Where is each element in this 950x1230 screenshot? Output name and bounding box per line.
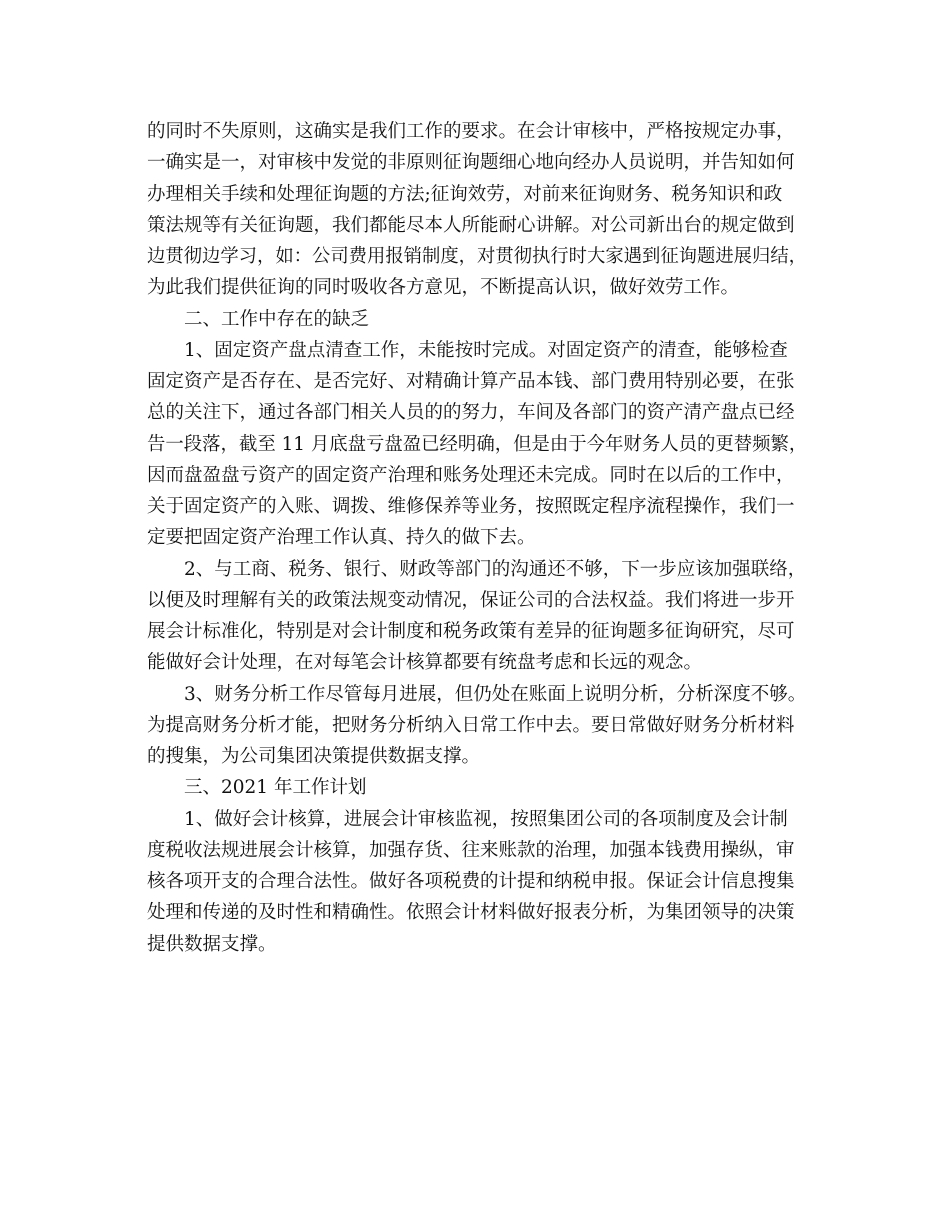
text-line: 3、财务分析工作尽管每月进展，但仍处在账面上说明分析，分析深度不够。: [184, 683, 807, 705]
text-line: 固定资产是否存在、是否完好、对精确计算产品本钱、部门费用特别必要，在张: [147, 371, 795, 392]
text-line: 一确实是一，对审核中发觉的非原则征询题细心地向经办人员说明，并告知如何: [147, 152, 795, 174]
text-line: 核各项开支的合理合法性。做好各项税费的计提和纳税申报。保证会计信息搜集: [147, 871, 795, 892]
text-line: 策法规等有关征询题，我们都能尽本人所能耐心讲解。对公司新出台的规定做到: [147, 214, 795, 236]
text-line: 1、固定资产盘点清查工作，未能按时完成。对固定资产的清查，能够检查: [184, 339, 788, 361]
text-line: 能做好会计处理，在对每笔会计核算都要有统盘考虑和长远的观念。: [147, 652, 703, 674]
text-line: 二、工作中存在的缺乏: [184, 308, 370, 330]
text-line: 提供数据支撑。: [147, 933, 277, 955]
text-line: 边贯彻边学习，如：公司费用报销制度，对贯彻执行时大家遇到征询题进展归结，: [147, 246, 808, 267]
text-line: 展会计标准化，特别是对会计制度和税务政策有差异的征询题多征询研究，尽可: [147, 621, 795, 642]
text-line: 为此我们提供征询的同时吸收各方意见，不断提高认识，做好效劳工作。: [147, 277, 740, 299]
text-line: 度税收法规进展会计核算，加强存货、往来账款的治理，加强本钱费用操纵，审: [147, 839, 795, 861]
text-line: 告一段落，截至 11 月底盘亏盘盈已经明确，但是由于今年财务人员的更替频繁，: [147, 433, 808, 455]
text-line: 因而盘盈盘亏资产的固定资产治理和账务处理还未完成。同时在以后的工作中，: [147, 464, 795, 486]
text-line: 定要把固定资产治理工作认真、持久的做下去。: [147, 527, 536, 549]
text-line: 1、做好会计核算，进展会计审核监视，按照集团公司的各项制度及会计制: [184, 808, 788, 830]
text-line: 办理相关手续和处理征询题的方法;征询效劳，对前来征询财务、税务知识和政: [147, 183, 783, 205]
text-line: 关于固定资产的入账、调拨、维修保养等业务，按照既定程序流程操作，我们一: [147, 496, 795, 517]
text-line: 以便及时理解有关的政策法规变动情况，保证公司的合法权益。我们将进一步开: [147, 589, 795, 611]
text-line: 的同时不失原则，这确实是我们工作的要求。在会计审核中，严格按规定办事，: [147, 121, 795, 142]
text-line: 2、与工商、税务、银行、财政等部门的沟通还不够，下一步应该加强联络，: [184, 558, 807, 580]
text-line: 的搜集，为公司集团决策提供数据支撑。: [147, 746, 481, 767]
text-line: 处理和传递的及时性和精确性。依照会计材料做好报表分析，为集团领导的决策: [147, 902, 795, 924]
text-line: 为提高财务分析才能，把财务分析纳入日常工作中去。要日常做好财务分析材料: [147, 714, 795, 736]
text-line: 总的关注下，通过各部门相关人员的的努力，车间及各部门的资产清产盘点已经: [147, 402, 795, 424]
text-line: 三、2021 年工作计划: [184, 777, 367, 799]
